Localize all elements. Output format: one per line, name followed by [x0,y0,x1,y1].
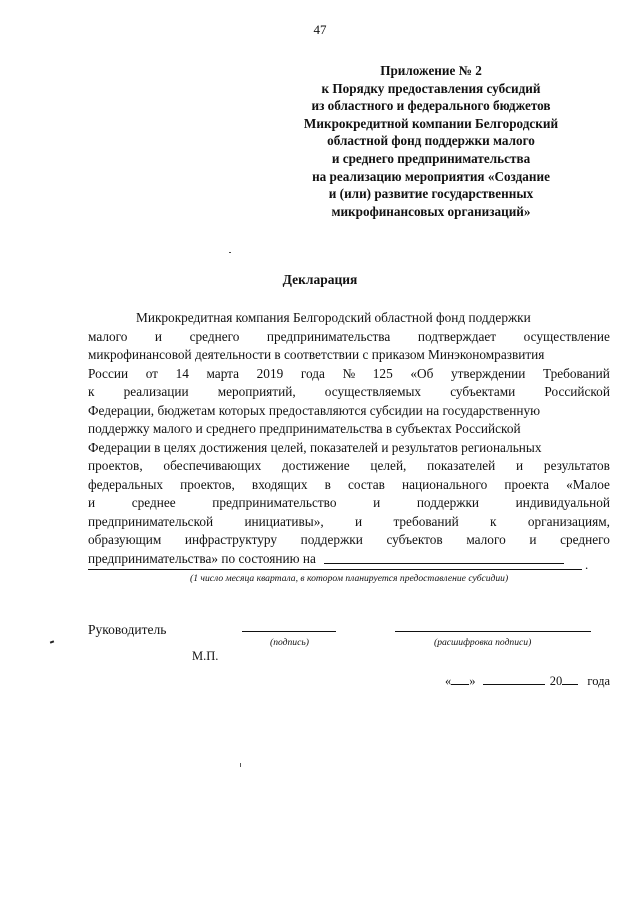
body-line [88,328,610,347]
body-word: среднего [189,328,240,344]
body-word: 2019 [256,365,284,381]
body-word: проекта [504,476,550,492]
appendix-line: Микрокредитной компании Белгородский [303,115,559,131]
body-line [88,476,610,495]
body-word: организациям, [527,513,610,529]
appendix-line: и среднего предпринимательства [331,150,531,166]
body-word: предпринимательской [88,513,214,529]
body-line [88,346,610,365]
body-line [88,513,610,532]
year-field[interactable] [562,672,578,685]
body-line [88,402,610,421]
body-word: мероприятий, [217,384,296,399]
document-title: Декларация [282,272,358,287]
body-word: образующим [88,532,162,547]
body-word: и [154,328,163,344]
body-word: инициативы», [244,513,324,529]
day-field[interactable] [451,672,469,685]
year-suffix: года [587,674,610,688]
body-word: утверждении [450,365,526,381]
body-word: инфраструктуру [184,532,277,547]
body-word: года [300,365,325,381]
body-word: требований [393,513,459,529]
body-word: «Об [410,365,434,381]
body-word: осуществляемых [324,384,422,399]
body-word: поддержку малого и среднего предпринимательства в субъектах Российской [88,421,521,436]
body-line [88,439,610,458]
body-word: среднего [560,532,610,547]
body-word: результатов [543,458,610,473]
body-word: предпринимательства [266,328,391,344]
decode-caption: (расшифровка подписи) [434,637,532,648]
open-quote: « [445,674,452,688]
year-prefix: 20 [549,674,563,688]
body-word: России [88,365,129,381]
body-word: микрофинансовой деятельности в соответствии с приказом Минэкономразвития [88,347,545,362]
body-line [88,457,610,476]
appendix-line: к Порядку предоставления субсидий [321,80,541,96]
body-word: субъектов [386,532,443,547]
body-word: 125 [372,365,393,381]
body-word: проектов, [180,476,235,492]
date-continuation-field[interactable] [88,569,582,570]
body-word: субъектами [450,384,516,399]
body-word: малого [88,328,128,344]
scan-speck [229,252,231,253]
appendix-line: из областного и федерального бюджетов [311,98,551,114]
body-last-line [88,550,610,569]
body-word: 14 [175,365,189,381]
last-line-text: предпринимательства» по состоянию на [88,550,316,566]
body-word: достижение [282,458,350,473]
date-note: (1 число месяца квартала, в котором планируется предоставление субсидии) [190,573,509,584]
signature-field[interactable] [242,631,336,632]
body-word: поддержки [300,532,363,547]
month-field[interactable] [483,672,545,685]
body-line [88,309,610,328]
signature-decode-field[interactable] [395,631,591,632]
body-word: обеспечивающих [163,458,262,473]
declaration-body [88,309,610,568]
body-word: Российской [544,384,610,399]
body-word: состав [347,476,385,492]
body-word: и [373,495,381,510]
body-line [88,365,610,384]
appendix-line: микрофинансовых организаций» [331,203,531,219]
body-word: осуществление [523,328,610,344]
body-word: Федерации в целях достижения целей, показателей и результатов региональных [88,439,542,455]
signing-date [445,672,610,689]
body-word: в [324,476,331,492]
body-word: малого [466,532,506,547]
body-word: среднее [131,495,176,510]
close-quote: » [469,674,476,688]
body-word: № [342,365,356,381]
body-lines [88,309,610,550]
body-word: целей, [370,458,407,473]
body-word: поддержки [416,495,480,510]
body-word: показателей [427,458,496,473]
line-end-mark: . [585,557,589,572]
body-word: подтверждает [417,328,497,344]
body-word: к [490,513,497,529]
body-word: от [145,365,158,381]
body-word: и [529,532,537,547]
head-label: Руководитель [88,622,167,637]
appendix-line: и (или) развитие государственных [328,186,534,202]
signature-caption: (подпись) [270,637,309,648]
pen-mark [50,640,54,643]
body-word: национального [402,476,488,492]
body-word: «Малое [566,476,610,492]
body-line [88,383,610,402]
scan-speck [240,763,241,767]
body-word: реализации [123,384,189,399]
body-line [88,420,610,439]
appendix-line: областной фонд поддержки малого [327,133,535,149]
body-word: федеральных [88,476,164,492]
body-word: и [516,458,524,473]
body-word: проектов, [88,458,143,473]
body-word: Требований [542,365,610,381]
body-word: и [355,513,363,529]
body-line [88,531,610,550]
page-number: 47 [313,22,327,37]
body-word: предпринимательство [212,495,337,510]
body-word: входящих [251,476,308,492]
body-word: марта [206,365,240,381]
appendix-line: на реализацию мероприятия «Создание [312,168,550,184]
body-word: индивидуальной [515,495,610,510]
appendix-line: Приложение № 2 [380,63,482,78]
stamp-label: М.П. [192,649,219,663]
body-line [88,494,610,513]
body-word: Микрокредитная компания Белгородский областной фонд поддержки [136,310,531,325]
date-fill-field[interactable] [324,550,564,564]
body-word: к [88,384,95,399]
body-word: и [88,495,96,510]
body-word: Федерации, бюджетам которых предоставляются субсидии на государственную [88,402,541,418]
appendix-header [268,62,594,220]
